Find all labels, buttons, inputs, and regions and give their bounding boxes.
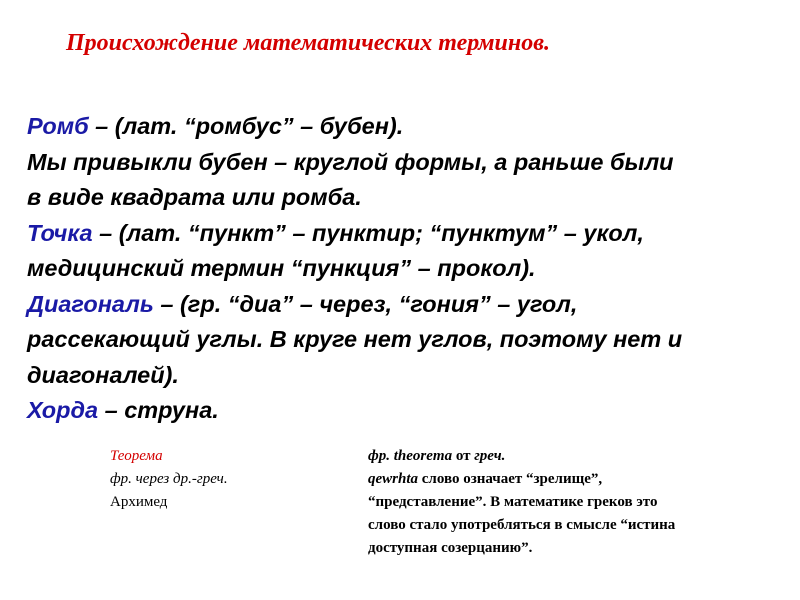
term-romb: Ромб [27, 113, 89, 139]
note-left-term: Теорема [110, 448, 163, 464]
note-right-qewrhta: qewrhta [368, 471, 419, 487]
note-right-fr: фр. theorema [368, 448, 453, 464]
note-right-greek: греч. [474, 448, 506, 464]
note-right-meaning: слово означает “зрелище”, [418, 471, 603, 487]
main-text [27, 109, 787, 429]
diagonal-line-1 [27, 287, 787, 323]
term-tochka: Точка [27, 219, 93, 246]
note-left-origin: фр. через др.-греч. [110, 471, 228, 487]
page-title: Происхождение математических терминов. [66, 30, 550, 56]
horda-definition: – струна. [98, 397, 219, 423]
romb-definition: – (лат. “ромбус” – бубен). [88, 113, 404, 139]
tochka-line-1 [27, 216, 787, 252]
diagonal-line-3: диагоналей). [27, 361, 179, 388]
romb-line-3: в виде квадрата или ромба. [27, 184, 362, 210]
term-diagonal: Диагональ [27, 290, 154, 317]
diagonal-line-2: рассекающий углы. В круге нет углов, поэтому нет и [27, 326, 683, 352]
romb-line-1 [27, 109, 787, 145]
tochka-line-2: медицинский термин “пункция” – прокол). [27, 255, 536, 281]
note-right-from: от [452, 448, 475, 464]
note-right-line-3: “представление”. В математике греков это [368, 494, 658, 510]
note-right-line-4: слово стало употребляться в смысле “истина [368, 517, 676, 533]
term-horda: Хорда [27, 397, 99, 423]
horda-line-1 [27, 393, 787, 429]
tochka-definition: – (лат. “пункт” – пунктир; “пунктум” – укол, [92, 219, 644, 246]
note-right-line-2 [368, 468, 788, 491]
diagonal-definition: – (гр. “диа” – через, “гония” – угол, [153, 290, 578, 317]
note-left [110, 445, 228, 514]
romb-line-2: Мы привыкли бубен – круглой формы, а раньше были [27, 148, 674, 175]
note-right-line-5: доступная созерцанию”. [368, 540, 533, 556]
note-right-line-1 [368, 445, 788, 468]
note-right [368, 445, 788, 560]
note-left-author: Архимед [110, 494, 168, 510]
